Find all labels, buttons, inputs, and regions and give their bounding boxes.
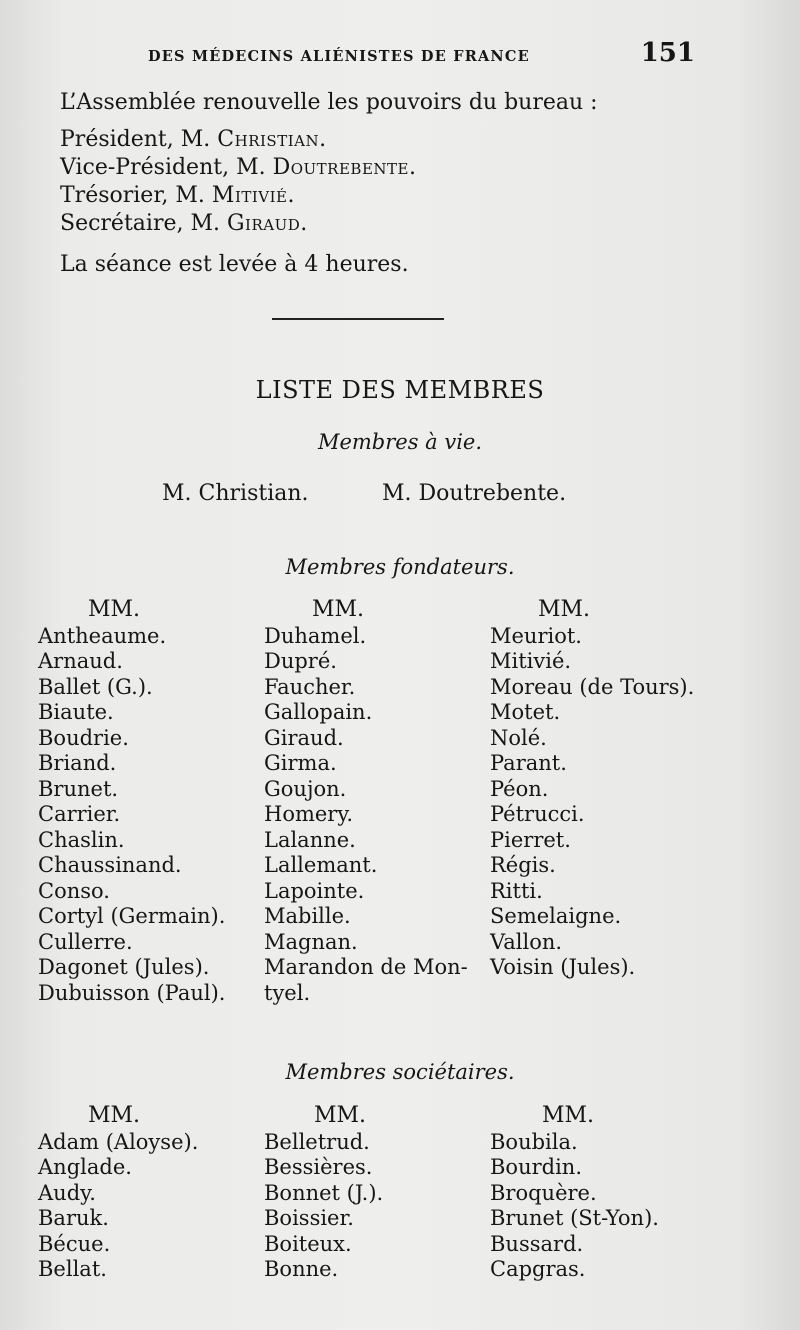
member-name: Broquère. [490,1180,597,1205]
member-name: Brunet (St-Yon). [490,1206,659,1230]
officer-name: Doutrebente. [272,155,417,180]
officer-role: Secrétaire, M. [60,211,227,236]
column-header: MM. [542,1103,595,1128]
officer-name: Giraud. [226,211,308,236]
officer-name: Mitivié. [211,183,296,208]
member-name: Bécue. [38,1231,111,1256]
member-name: Belletrud. [264,1129,370,1154]
member-name: Boiteux. [264,1231,352,1256]
member-name: Lalanne. [264,827,356,852]
member-name: Duhamel. [264,623,367,648]
member-name: Homery. [264,802,354,826]
member-name: Voisin (Jules). [490,955,636,979]
member-name: Conso. [38,878,110,903]
founders-column [38,597,225,1006]
member-name: Chaussinand. [38,853,182,877]
founders-column [490,597,694,981]
member-name: Brunet. [38,776,119,801]
member-name: Boudrie. [38,725,129,750]
member-name: Arnaud. [38,649,123,673]
member-name: Pierret. [490,827,571,852]
column-header: MM. [88,597,141,622]
member-name: Meuriot. [490,623,582,648]
member-name: Mitivié. [490,649,572,673]
founders-column [264,597,468,1006]
member-name: Bourdin. [490,1155,582,1179]
column-header: MM. [538,597,591,622]
member-name: Bussard. [490,1231,584,1256]
officer-vice-president [60,154,416,182]
member-name: Baruk. [38,1206,109,1230]
member-name: Dagonet (Jules). [38,955,210,979]
member-name: Girma. [264,751,337,775]
societaires-column [490,1103,659,1283]
member-name: Ballet (G.). [38,674,153,699]
member-name: Chaslin. [38,827,125,852]
member-name: Marandon de Mon- [264,955,468,979]
life-member: M. Doutrebente. [382,481,567,506]
member-name: Adam (Aloyse). [38,1129,199,1154]
member-name: Moreau (de Tours). [490,674,695,699]
closing-paragraph: La séance est levée à 4 heures. [60,252,409,277]
member-name: Dubuisson (Paul). [38,980,226,1005]
member-name: Dupré. [264,649,337,673]
member-name: Boissier. [264,1206,354,1230]
column-header: MM. [312,597,365,622]
member-name: Anglade. [38,1155,132,1179]
member-name: Régis. [490,853,556,877]
officer-president [60,126,416,154]
member-name: Giraud. [264,725,344,750]
member-name: Cullerre. [38,929,133,954]
member-name: Briand. [38,751,117,775]
member-name: Magnan. [264,929,358,954]
page-number: 151 [640,38,695,68]
societaires-column [38,1103,198,1283]
member-name: Faucher. [264,674,356,699]
member-name: Capgras. [490,1257,586,1281]
member-name: Semelaigne. [490,904,622,928]
officer-treasurer [60,182,416,210]
officer-secretary [60,210,416,238]
member-name: tyel. [264,980,311,1005]
column-header: MM. [88,1103,141,1128]
officer-role: Président, M. [60,127,218,152]
member-name: Gallopain. [264,700,373,724]
member-name: Lapointe. [264,878,365,903]
running-head: DES MÉDECINS ALIÉNISTES DE FRANCE [148,48,530,65]
member-name: Péon. [490,776,549,801]
member-name: Vallon. [490,929,563,954]
member-name: Cortyl (Germain). [38,904,226,928]
member-name: Boubila. [490,1129,578,1154]
member-name: Carrier. [38,802,121,826]
list-title: LISTE DES MEMBRES [255,376,545,404]
societaires-column [264,1103,383,1283]
member-name: Motet. [490,700,561,724]
member-name: Bellat. [38,1257,107,1281]
member-name: Audy. [38,1180,96,1205]
officer-role: Vice-Président, M. [60,155,273,180]
section-divider [272,318,444,320]
officers-list [60,126,416,238]
member-name: Goujon. [264,776,347,801]
intro-paragraph: L’Assemblée renouvelle les pouvoirs du bureau : [60,90,598,115]
heading-membres-societaires: Membres sociétaires. [285,1060,515,1084]
member-name: Ritti. [490,878,543,903]
column-header: MM. [314,1103,367,1128]
member-name: Mabille. [264,904,351,928]
member-name: Bessières. [264,1155,373,1179]
member-name: Nolé. [490,725,547,750]
member-name: Bonne. [264,1257,339,1281]
officer-name: Christian. [217,127,327,152]
member-name: Parant. [490,751,567,775]
member-name: Lallemant. [264,853,378,877]
member-name: Biaute. [38,700,114,724]
member-name: Antheaume. [38,623,167,648]
heading-membres-fondateurs: Membres fondateurs. [285,555,515,579]
member-name: Pétrucci. [490,802,585,826]
member-name: Bonnet (J.). [264,1180,384,1205]
officer-role: Trésorier, M. [60,183,212,208]
life-member: M. Christian. [162,481,309,506]
heading-membres-a-vie: Membres à vie. [317,430,483,454]
